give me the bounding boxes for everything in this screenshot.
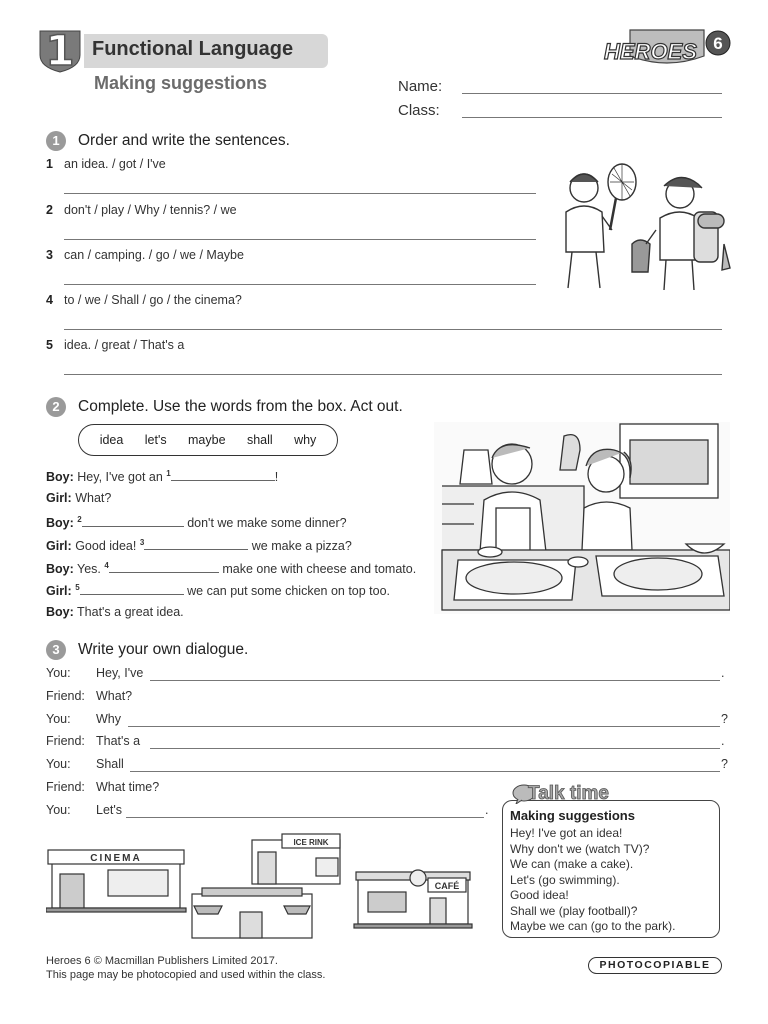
ex1-item-3-answer-line[interactable] — [64, 284, 536, 285]
ex3-line-start: Hey, I've — [96, 666, 144, 680]
ex2-dialogue-line-7 — [46, 605, 184, 619]
ex3-speaker-label: You: — [46, 757, 71, 771]
speaker-label: Girl: — [46, 584, 72, 598]
word-box-item: let's — [144, 433, 167, 447]
talk-time-item: Shall we (play football)? — [510, 904, 638, 918]
ex1-item-2-text: don't / play / Why / tennis? / we — [64, 203, 237, 217]
talk-time-item: Good idea! — [510, 888, 569, 902]
ex1-item-4-number: 4 — [46, 293, 53, 307]
speaker-label: Boy: — [46, 516, 74, 530]
talk-time-heading: Talk time — [528, 783, 609, 804]
dialogue-text: make one with cheese and tomato. — [222, 562, 417, 576]
speaker-label: Girl: — [46, 539, 72, 553]
ex1-item-1-number: 1 — [46, 157, 53, 171]
ex3-line-end: ? — [721, 757, 728, 771]
class-field[interactable] — [462, 117, 722, 118]
ex3-line-start: Let's — [96, 803, 123, 817]
ex3-line-end: ? — [721, 712, 728, 726]
exercise-2-number: 2 — [46, 397, 66, 417]
unit-number: 1 — [45, 26, 75, 75]
word-box-item: idea — [99, 433, 124, 447]
ex1-item-4-text: to / we / Shall / go / the cinema? — [64, 293, 242, 307]
dialogue-text: we can put some chicken on top too. — [187, 584, 391, 598]
dialogue-text: ! — [274, 470, 279, 484]
ex1-item-3-number: 3 — [46, 248, 53, 262]
cinema-sign: CINEMA — [90, 853, 142, 864]
kitchen-pizza-illustration — [434, 420, 730, 616]
ex3-line-start: That's a — [96, 734, 141, 748]
speaker-label: Boy: — [46, 605, 74, 619]
gap-number: 2 — [77, 514, 82, 524]
exercise-3-title: Write your own dialogue. — [78, 641, 249, 658]
page-subtitle: Making suggestions — [94, 73, 268, 93]
ex2-dialogue-line-4 — [46, 537, 352, 553]
ex3-speaker-label: You: — [46, 712, 71, 726]
ex3-line-end: . — [485, 803, 489, 817]
footer-copyright — [46, 954, 325, 982]
dialogue-text: we make a pizza? — [251, 539, 352, 553]
ex3-line-start: What? — [96, 689, 133, 703]
ex3-line-end: . — [721, 734, 725, 748]
gap-1-field[interactable] — [171, 468, 275, 481]
word-box-item: maybe — [188, 433, 226, 447]
word-box — [78, 424, 338, 456]
exercise-3-number: 3 — [46, 640, 66, 660]
logo-level: 6 — [713, 34, 723, 53]
ex2-dialogue-line-3 — [46, 514, 347, 530]
ex2-dialogue-line-1 — [46, 468, 278, 484]
ex3-speaker-label: You: — [46, 803, 71, 817]
ex3-line-5-field[interactable] — [130, 771, 720, 772]
gap-number: 1 — [166, 468, 171, 478]
gap-number: 4 — [104, 560, 109, 570]
talk-time-item: Let's (go swimming). — [510, 873, 620, 887]
talk-time-item: Maybe we can (go to the park). — [510, 919, 676, 933]
speaker-label: Girl: — [46, 491, 72, 505]
talk-time-item: Hey! I've got an idea! — [510, 826, 623, 840]
talk-time-title: Making suggestions — [510, 808, 635, 823]
heroes-logo — [600, 26, 734, 72]
ex3-line-1-field[interactable] — [150, 680, 720, 681]
dialogue-text: Good idea! — [75, 539, 137, 553]
town-buildings-illustration — [46, 832, 476, 940]
ex1-item-5-text: idea. / great / That's a — [64, 338, 185, 352]
ex3-line-3-field[interactable] — [128, 726, 720, 727]
ex1-item-1-answer-line[interactable] — [64, 193, 536, 194]
ex2-dialogue-line-5 — [46, 560, 416, 576]
gap-2-field[interactable] — [82, 514, 184, 527]
ex3-speaker-label: Friend: — [46, 689, 85, 703]
cinema-building — [46, 850, 186, 912]
talk-time-item: We can (make a cake). — [510, 857, 634, 871]
ex1-item-2-answer-line[interactable] — [64, 239, 536, 240]
gap-5-field[interactable] — [80, 582, 184, 595]
ex2-dialogue-line-2 — [46, 491, 111, 505]
ex1-item-4-answer-line[interactable] — [64, 329, 722, 330]
page-title: Functional Language — [84, 34, 328, 68]
name-label: Name: — [398, 78, 443, 95]
shops-building — [192, 888, 312, 938]
exercise-1-number: 1 — [46, 131, 66, 151]
ex3-speaker-label: You: — [46, 666, 71, 680]
ex3-speaker-label: Friend: — [46, 734, 85, 748]
ex3-line-start: Why — [96, 712, 121, 726]
gap-3-field[interactable] — [144, 537, 248, 550]
gap-number: 5 — [75, 582, 80, 592]
ex2-dialogue-line-6 — [46, 582, 390, 598]
photocopiable-badge: PHOTOCOPIABLE — [588, 957, 722, 974]
speaker-label: Boy: — [46, 470, 74, 484]
dialogue-text: don't we make some dinner? — [187, 516, 347, 530]
class-label: Class: — [398, 102, 440, 119]
ex3-line-end: . — [721, 666, 725, 680]
cafe-building — [354, 870, 472, 928]
speaker-label: Boy: — [46, 562, 74, 576]
ice-rink-sign: ICE RINK — [293, 838, 329, 847]
logo-text: HEROES — [604, 39, 697, 64]
footer-line-2: This page may be photocopied and used within the class. — [46, 969, 326, 981]
talk-time-item: Why don't we (watch TV)? — [510, 842, 650, 856]
word-box-item: why — [294, 433, 317, 447]
ex1-item-2-number: 2 — [46, 203, 53, 217]
ice-rink-building — [252, 834, 340, 884]
ex3-line-7-field[interactable] — [126, 817, 484, 818]
footer-line-1: Heroes 6 © Macmillan Publishers Limited 2017. — [46, 955, 278, 967]
cafe-sign: CAFÉ — [434, 881, 460, 891]
dialogue-text: Yes. — [77, 562, 101, 576]
ex3-line-4-field[interactable] — [150, 748, 720, 749]
name-field[interactable] — [462, 93, 722, 94]
dialogue-text: What? — [75, 491, 112, 505]
dialogue-text: Hey, I've got an — [77, 470, 163, 484]
gap-number: 3 — [139, 537, 145, 547]
ex3-line-start: What time? — [96, 780, 160, 794]
word-box-item: shall — [246, 433, 273, 447]
ex1-item-5-number: 5 — [46, 338, 53, 352]
kids-tennis-camping-illustration — [552, 160, 732, 292]
ex1-item-1-text: an idea. / got / I've — [64, 157, 166, 171]
gap-4-field[interactable] — [109, 560, 219, 573]
ex3-speaker-label: Friend: — [46, 780, 85, 794]
exercise-1-title: Order and write the sentences. — [78, 132, 290, 149]
ex1-item-5-answer-line[interactable] — [64, 374, 722, 375]
ex1-item-3-text: can / camping. / go / we / Maybe — [64, 248, 244, 262]
exercise-2-title: Complete. Use the words from the box. Act out. — [78, 398, 403, 415]
ex3-line-start: Shall — [96, 757, 124, 771]
dialogue-text: That's a great idea. — [77, 605, 184, 619]
